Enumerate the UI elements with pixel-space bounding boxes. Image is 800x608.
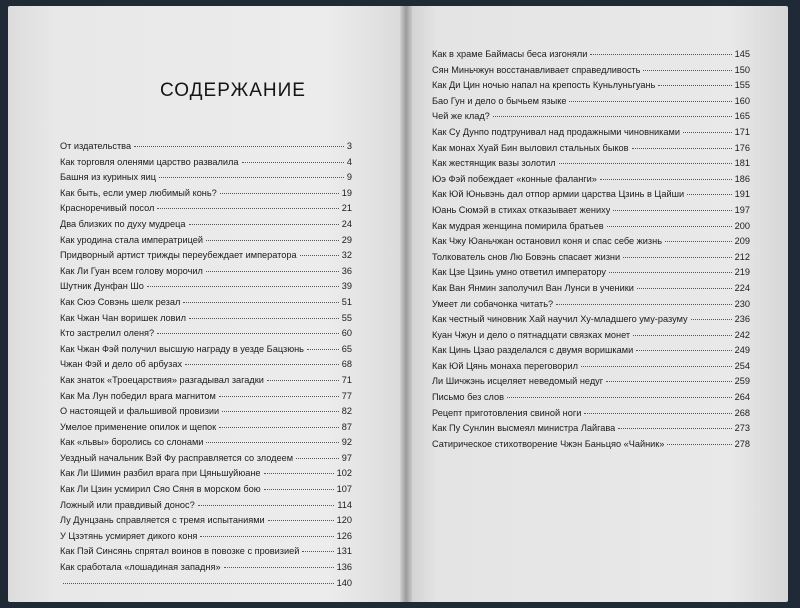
dot-leader <box>224 567 334 568</box>
toc-entry-page: 39 <box>341 281 352 292</box>
toc-entry-title: Как сработала «лошадиная западня» <box>60 562 221 573</box>
toc-entry-page: 230 <box>734 298 750 309</box>
toc-entry-page: 71 <box>341 374 352 385</box>
dot-leader <box>691 319 732 320</box>
toc-entry-title: Шутник Дунфан Шо <box>60 281 144 292</box>
toc-entry <box>60 531 352 547</box>
toc-entry-title: Ли Шичжэнь исцеляет неведомый недуг <box>432 376 604 387</box>
toc-entry-page: 145 <box>734 49 750 59</box>
toc-entry-page: 264 <box>734 392 750 403</box>
toc-entry <box>432 408 750 424</box>
toc-entry-title: О настоящей и фальшивой провизии <box>60 406 220 417</box>
toc-entry <box>60 266 352 282</box>
toc-entry <box>60 453 352 469</box>
dot-leader <box>632 148 732 149</box>
dot-leader <box>206 240 339 241</box>
toc-entry <box>60 203 352 219</box>
toc-entry-page: 197 <box>734 204 750 215</box>
toc-entry-title: Кто застрелил оленя? <box>60 328 155 339</box>
toc-entry-title: Толкователь снов Лю Бовэнь спасает жизни <box>432 251 621 262</box>
toc-entry <box>432 49 750 65</box>
toc-entry-page: 82 <box>341 406 352 417</box>
toc-entry-title: Юэ Фэй побеждает «конные фаланги» <box>432 173 597 184</box>
toc-entry-title: Как Чжу Юаньчжан остановил коня и спас себе жизнь <box>432 236 663 247</box>
toc-entry <box>432 345 750 361</box>
dot-leader <box>222 411 339 412</box>
toc-entry <box>60 406 352 422</box>
toc-entry-page: 242 <box>734 329 750 340</box>
toc-entry-page: 4 <box>346 156 352 167</box>
toc-entry <box>432 314 750 330</box>
toc-entry-page: 77 <box>341 390 352 401</box>
toc-entry <box>432 205 750 221</box>
toc-entry-page: 249 <box>734 345 750 356</box>
toc-entry-page: 24 <box>341 218 352 229</box>
toc-entry <box>60 468 352 484</box>
dot-leader <box>157 333 339 334</box>
toc-entry <box>60 359 352 375</box>
toc-entry-page: 92 <box>341 437 352 448</box>
toc-entry-title: Башня из куриных яиц <box>60 172 157 183</box>
toc-entry <box>60 250 352 266</box>
dot-leader <box>183 302 338 303</box>
toc-entry <box>432 96 750 112</box>
toc-entry <box>432 189 750 205</box>
toc-entry-page: 97 <box>341 452 352 463</box>
toc-entry-page: 150 <box>734 64 750 75</box>
dot-leader <box>569 101 731 102</box>
toc-entry <box>60 484 352 500</box>
toc-list-left <box>60 141 352 593</box>
toc-entry-title: Бао Гун и дело о бычьем языке <box>432 95 567 106</box>
toc-entry-page: 165 <box>734 111 750 122</box>
toc-entry-title: Умелое применение опилок и щепок <box>60 421 217 432</box>
toc-entry <box>432 221 750 237</box>
dot-leader <box>264 489 334 490</box>
toc-entry-title: Как Чжан Фэй получил высшую награду в уезде Бацзюнь <box>60 343 304 354</box>
dot-leader <box>219 396 339 397</box>
toc-entry-title: Как Юй Цянь монаха переговорил <box>432 360 578 371</box>
toc-entry-page: 131 <box>336 546 352 557</box>
toc-entry <box>60 375 352 391</box>
toc-entry-title: Два близких по духу мудреца <box>60 218 186 229</box>
toc-entry-page: 32 <box>341 250 352 261</box>
dot-leader <box>600 179 732 180</box>
toc-entry-page: 36 <box>341 265 352 276</box>
toc-entry-page: 176 <box>734 142 750 153</box>
dot-leader <box>219 427 339 428</box>
toc-entry-title: Сян Миньчжун восстанавливает справедливость <box>432 64 641 75</box>
toc-entry-page: 186 <box>734 173 750 184</box>
toc-entry <box>432 143 750 159</box>
dot-leader <box>493 116 732 117</box>
toc-entry <box>60 219 352 235</box>
dot-leader <box>300 255 339 256</box>
dot-leader <box>189 318 339 319</box>
dot-leader <box>590 54 731 55</box>
toc-entry <box>60 422 352 438</box>
toc-entry-title: Как Ли Цзин усмирил Сяо Сяня в морском бою <box>60 484 261 495</box>
dot-leader <box>185 364 339 365</box>
dot-leader <box>607 226 732 227</box>
toc-entry <box>432 252 750 268</box>
toc-entry <box>60 500 352 516</box>
dot-leader <box>643 70 731 71</box>
toc-entry <box>60 313 352 329</box>
dot-leader <box>667 444 731 445</box>
toc-entry-page: 140 <box>336 577 352 588</box>
dot-leader <box>63 583 334 584</box>
toc-entry-title: Сатирическое стихотворение Чжэн Баньцяо «Чайник» <box>432 438 665 449</box>
toc-entry <box>432 65 750 81</box>
toc-entry-title: Как в храме Баймасы беса изгоняли <box>432 49 588 59</box>
toc-list-right <box>432 49 750 454</box>
toc-entry <box>432 127 750 143</box>
toc-entry-page: 55 <box>341 312 352 323</box>
toc-entry-title: Умеет ли собачонка читать? <box>432 298 554 309</box>
toc-entry-title: Как Ди Цин ночью напал на крепость Куньлуньгуань <box>432 80 656 91</box>
toc-entry-title: Как Ли Гуан всем голову морочил <box>60 265 203 276</box>
toc-entry-title: Как Чжан Чан воришек ловил <box>60 312 187 323</box>
dot-leader <box>159 177 344 178</box>
toc-entry <box>432 111 750 127</box>
toc-entry-page: 224 <box>734 282 750 293</box>
toc-entry-title: От издательства <box>60 141 132 151</box>
toc-entry <box>432 158 750 174</box>
toc-entry <box>432 376 750 392</box>
toc-entry-page: 136 <box>336 562 352 573</box>
toc-entry-title: Лу Дунцзань справляется с тремя испытаниями <box>60 515 265 526</box>
toc-entry <box>432 299 750 315</box>
toc-entry-page: 9 <box>346 172 352 183</box>
toc-entry <box>60 157 352 173</box>
toc-entry <box>60 141 352 157</box>
toc-entry-title: Как жестянщик вазы золотил <box>432 158 556 169</box>
toc-entry-page: 191 <box>734 189 750 200</box>
dot-leader <box>618 428 731 429</box>
toc-entry-title: Чжан Фэй и дело об арбузах <box>60 359 183 370</box>
dot-leader <box>623 257 732 258</box>
toc-entry-page: 160 <box>734 95 750 106</box>
dot-leader <box>206 442 338 443</box>
toc-entry-page: 219 <box>734 267 750 278</box>
toc-entry-title: Как Сюэ Совэнь шелк резал <box>60 296 181 307</box>
dot-leader <box>189 224 339 225</box>
toc-entry-title: Уездный начальник Вэй Фу расправляется со злодеем <box>60 452 294 463</box>
toc-entry-page: 21 <box>341 203 352 214</box>
toc-entry-title: Рецепт приготовления свиной ноги <box>432 407 582 418</box>
toc-entry <box>60 578 352 594</box>
dot-leader <box>556 304 732 305</box>
toc-entry-title: Как уродина стала императрицей <box>60 234 204 245</box>
toc-entry-title: Как Ма Лун победил врага магнитом <box>60 390 216 401</box>
dot-leader <box>507 397 732 398</box>
toc-entry <box>60 546 352 562</box>
toc-entry-title: Как Пу Сунлин высмеял министра Лайгава <box>432 423 616 434</box>
dot-leader <box>296 458 339 459</box>
toc-entry-page: 236 <box>734 314 750 325</box>
toc-entry-page: 259 <box>734 376 750 387</box>
toc-entry <box>432 80 750 96</box>
toc-entry-page: 126 <box>336 530 352 541</box>
toc-entry-title: Как «львы» боролись со слонами <box>60 437 204 448</box>
toc-entry <box>60 188 352 204</box>
dot-leader <box>658 85 731 86</box>
toc-entry-title: Как Цинь Цзао разделался с двумя воришками <box>432 345 634 356</box>
toc-entry-page: 254 <box>734 360 750 371</box>
dot-leader <box>609 272 732 273</box>
dot-leader <box>687 194 731 195</box>
dot-leader <box>302 551 333 552</box>
dot-leader <box>220 193 339 194</box>
toc-entry-page: 102 <box>336 468 352 479</box>
toc-entry <box>432 330 750 346</box>
dot-leader <box>242 162 344 163</box>
dot-leader <box>200 536 333 537</box>
dot-leader <box>268 520 334 521</box>
toc-entry-page: 200 <box>734 220 750 231</box>
toc-entry-page: 273 <box>734 423 750 434</box>
toc-entry <box>432 174 750 190</box>
toc-entry-page: 278 <box>734 438 750 449</box>
toc-entry <box>60 281 352 297</box>
toc-entry-title: Как Ли Шимин разбил врага при Цяньшуйюане <box>60 468 261 479</box>
toc-entry <box>432 423 750 439</box>
dot-leader <box>636 350 731 351</box>
toc-entry-title: Чей же клад? <box>432 111 490 122</box>
toc-entry <box>432 283 750 299</box>
toc-entry-page: 60 <box>341 328 352 339</box>
dot-leader <box>559 163 732 164</box>
toc-entry-title: Придворный артист трижды переубеждает императора <box>60 250 297 261</box>
dot-leader <box>581 366 732 367</box>
toc-entry-title: Юань Сюмэй в стихах отказывает жениху <box>432 204 611 215</box>
book-spine-gutter <box>400 6 412 602</box>
dot-leader <box>307 349 339 350</box>
toc-entry <box>60 297 352 313</box>
toc-entry-title: Как Су Дунпо подтрунивал над продажными чиновниками <box>432 126 680 137</box>
toc-entry-page: 212 <box>734 251 750 262</box>
toc-entry-page: 3 <box>346 141 352 151</box>
toc-entry-title: У Цзэтянь усмиряет дикого коня <box>60 530 198 541</box>
dot-leader <box>206 271 339 272</box>
toc-entry-page: 107 <box>336 484 352 495</box>
dot-leader <box>584 413 731 414</box>
toc-entry <box>432 439 750 455</box>
dot-leader <box>665 241 732 242</box>
toc-entry-title: Как торговля оленями царство развалила <box>60 156 239 167</box>
toc-entry-page: 155 <box>734 80 750 91</box>
toc-entry-title: Как честный чиновник Хай научил Ху-младшего уму-разуму <box>432 314 688 325</box>
toc-entry <box>60 437 352 453</box>
dot-leader <box>633 335 732 336</box>
dot-leader <box>264 473 334 474</box>
dot-leader <box>134 146 344 147</box>
toc-entry-title: Как Ван Янмин заполучил Ван Лунси в ученики <box>432 282 634 293</box>
toc-entry-page: 114 <box>337 499 352 510</box>
dot-leader <box>157 208 338 209</box>
toc-entry <box>60 391 352 407</box>
toc-entry-title: Ложный или правдивый донос? <box>60 499 195 510</box>
dot-leader <box>613 210 731 211</box>
toc-entry <box>432 361 750 377</box>
dot-leader <box>147 286 339 287</box>
toc-entry-page: 51 <box>341 296 352 307</box>
toc-entry <box>60 344 352 360</box>
toc-entry-page: 181 <box>734 158 750 169</box>
toc-entry <box>432 267 750 283</box>
toc-entry-page: 268 <box>734 407 750 418</box>
toc-entry <box>60 515 352 531</box>
toc-entry-title: Как Пэй Синсянь спрятал воинов в повозке с провизией <box>60 546 300 557</box>
toc-entry-page: 87 <box>341 421 352 432</box>
toc-entry-title: Как Юй Юньвэнь дал отпор армии царства Цзинь в Цайши <box>432 189 685 200</box>
toc-entry <box>432 236 750 252</box>
toc-entry-title: Как Цзе Цзинь умно ответил императору <box>432 267 607 278</box>
toc-entry <box>60 562 352 578</box>
toc-entry-title: Как быть, если умер любимый конь? <box>60 187 217 198</box>
contents-title: СОДЕРЖАНИЕ <box>160 80 306 101</box>
toc-entry-page: 68 <box>341 359 352 370</box>
dot-leader <box>637 288 732 289</box>
toc-entry-page: 120 <box>336 515 352 526</box>
toc-entry-page: 19 <box>341 187 352 198</box>
toc-entry-page: 65 <box>341 343 352 354</box>
dot-leader <box>683 132 732 133</box>
toc-entry-title: Красноречивый посол <box>60 203 155 214</box>
dot-leader <box>606 381 732 382</box>
toc-entry-page: 171 <box>734 126 750 137</box>
toc-entry-title: Куан Чжун и дело о пятнадцати связках монет <box>432 329 631 340</box>
toc-entry-title: Как мудрая женщина помирила братьев <box>432 220 604 231</box>
toc-entry-title: Как знаток «Троецарствия» разгадывал загадки <box>60 374 264 385</box>
toc-entry <box>60 172 352 188</box>
dot-leader <box>267 380 339 381</box>
toc-entry <box>432 392 750 408</box>
toc-entry <box>60 328 352 344</box>
toc-entry-page: 29 <box>341 234 352 245</box>
dot-leader <box>198 505 335 506</box>
toc-entry-page: 209 <box>734 236 750 247</box>
toc-entry-title: Как монах Хуай Бин выловил стальных быков <box>432 142 629 153</box>
toc-entry <box>60 235 352 251</box>
toc-entry-title: Письмо без слов <box>432 392 504 403</box>
